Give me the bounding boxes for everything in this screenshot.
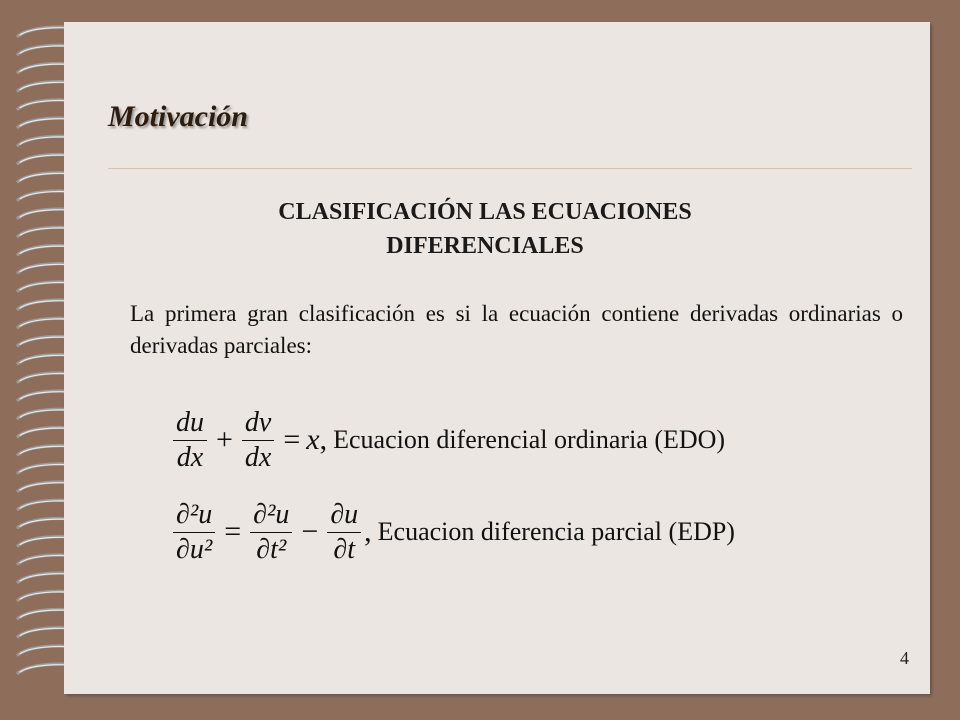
fraction-denominator: dx (176, 441, 204, 473)
body-paragraph: La primera gran clasificación es si la ecuación contiene derivadas ordinarias o derivadas parciales: (130, 301, 903, 358)
fraction-d2u-du2 (173, 500, 215, 565)
fraction-numerator: ∂u (327, 500, 361, 533)
fraction-denominator: ∂t² (256, 533, 287, 565)
equation-edp (170, 492, 735, 572)
section-heading-line1: CLASIFICACIÓN LAS ECUACIONES (278, 199, 692, 225)
fraction-du-dx (173, 408, 207, 473)
fraction-denominator: ∂u² (176, 533, 213, 565)
fraction-denominator: ∂t (333, 533, 356, 565)
equals-operator: = (224, 515, 242, 548)
fraction-numerator: dv (242, 408, 274, 441)
page-number: 4 (900, 648, 909, 668)
minus-operator: − (301, 515, 319, 548)
equals-operator: = (283, 423, 301, 456)
fraction-denominator: dx (244, 441, 272, 473)
fraction-dv-dx (242, 408, 274, 473)
equation-label-edo: Ecuacion diferencial ordinaria (EDO) (333, 425, 726, 454)
comma: , (364, 515, 372, 548)
title-divider (108, 168, 912, 169)
fraction-numerator: du (173, 408, 207, 441)
equations-block (170, 400, 735, 572)
fraction-numerator: ∂²u (250, 500, 292, 533)
section-heading (160, 195, 810, 263)
section-heading-line2: DIFERENCIALES (386, 233, 584, 259)
rhs-variable: x (306, 423, 320, 456)
slide-title: Motivación (108, 100, 248, 133)
equation-edo (170, 400, 735, 480)
fraction-d2u-dt2 (250, 500, 292, 565)
fraction-du-dt (327, 500, 361, 565)
fraction-numerator: ∂²u (173, 500, 215, 533)
plus-operator: + (216, 423, 233, 456)
comma: , (319, 423, 328, 456)
equation-label-edp: Ecuacion diferencia parcial (EDP) (377, 517, 735, 546)
